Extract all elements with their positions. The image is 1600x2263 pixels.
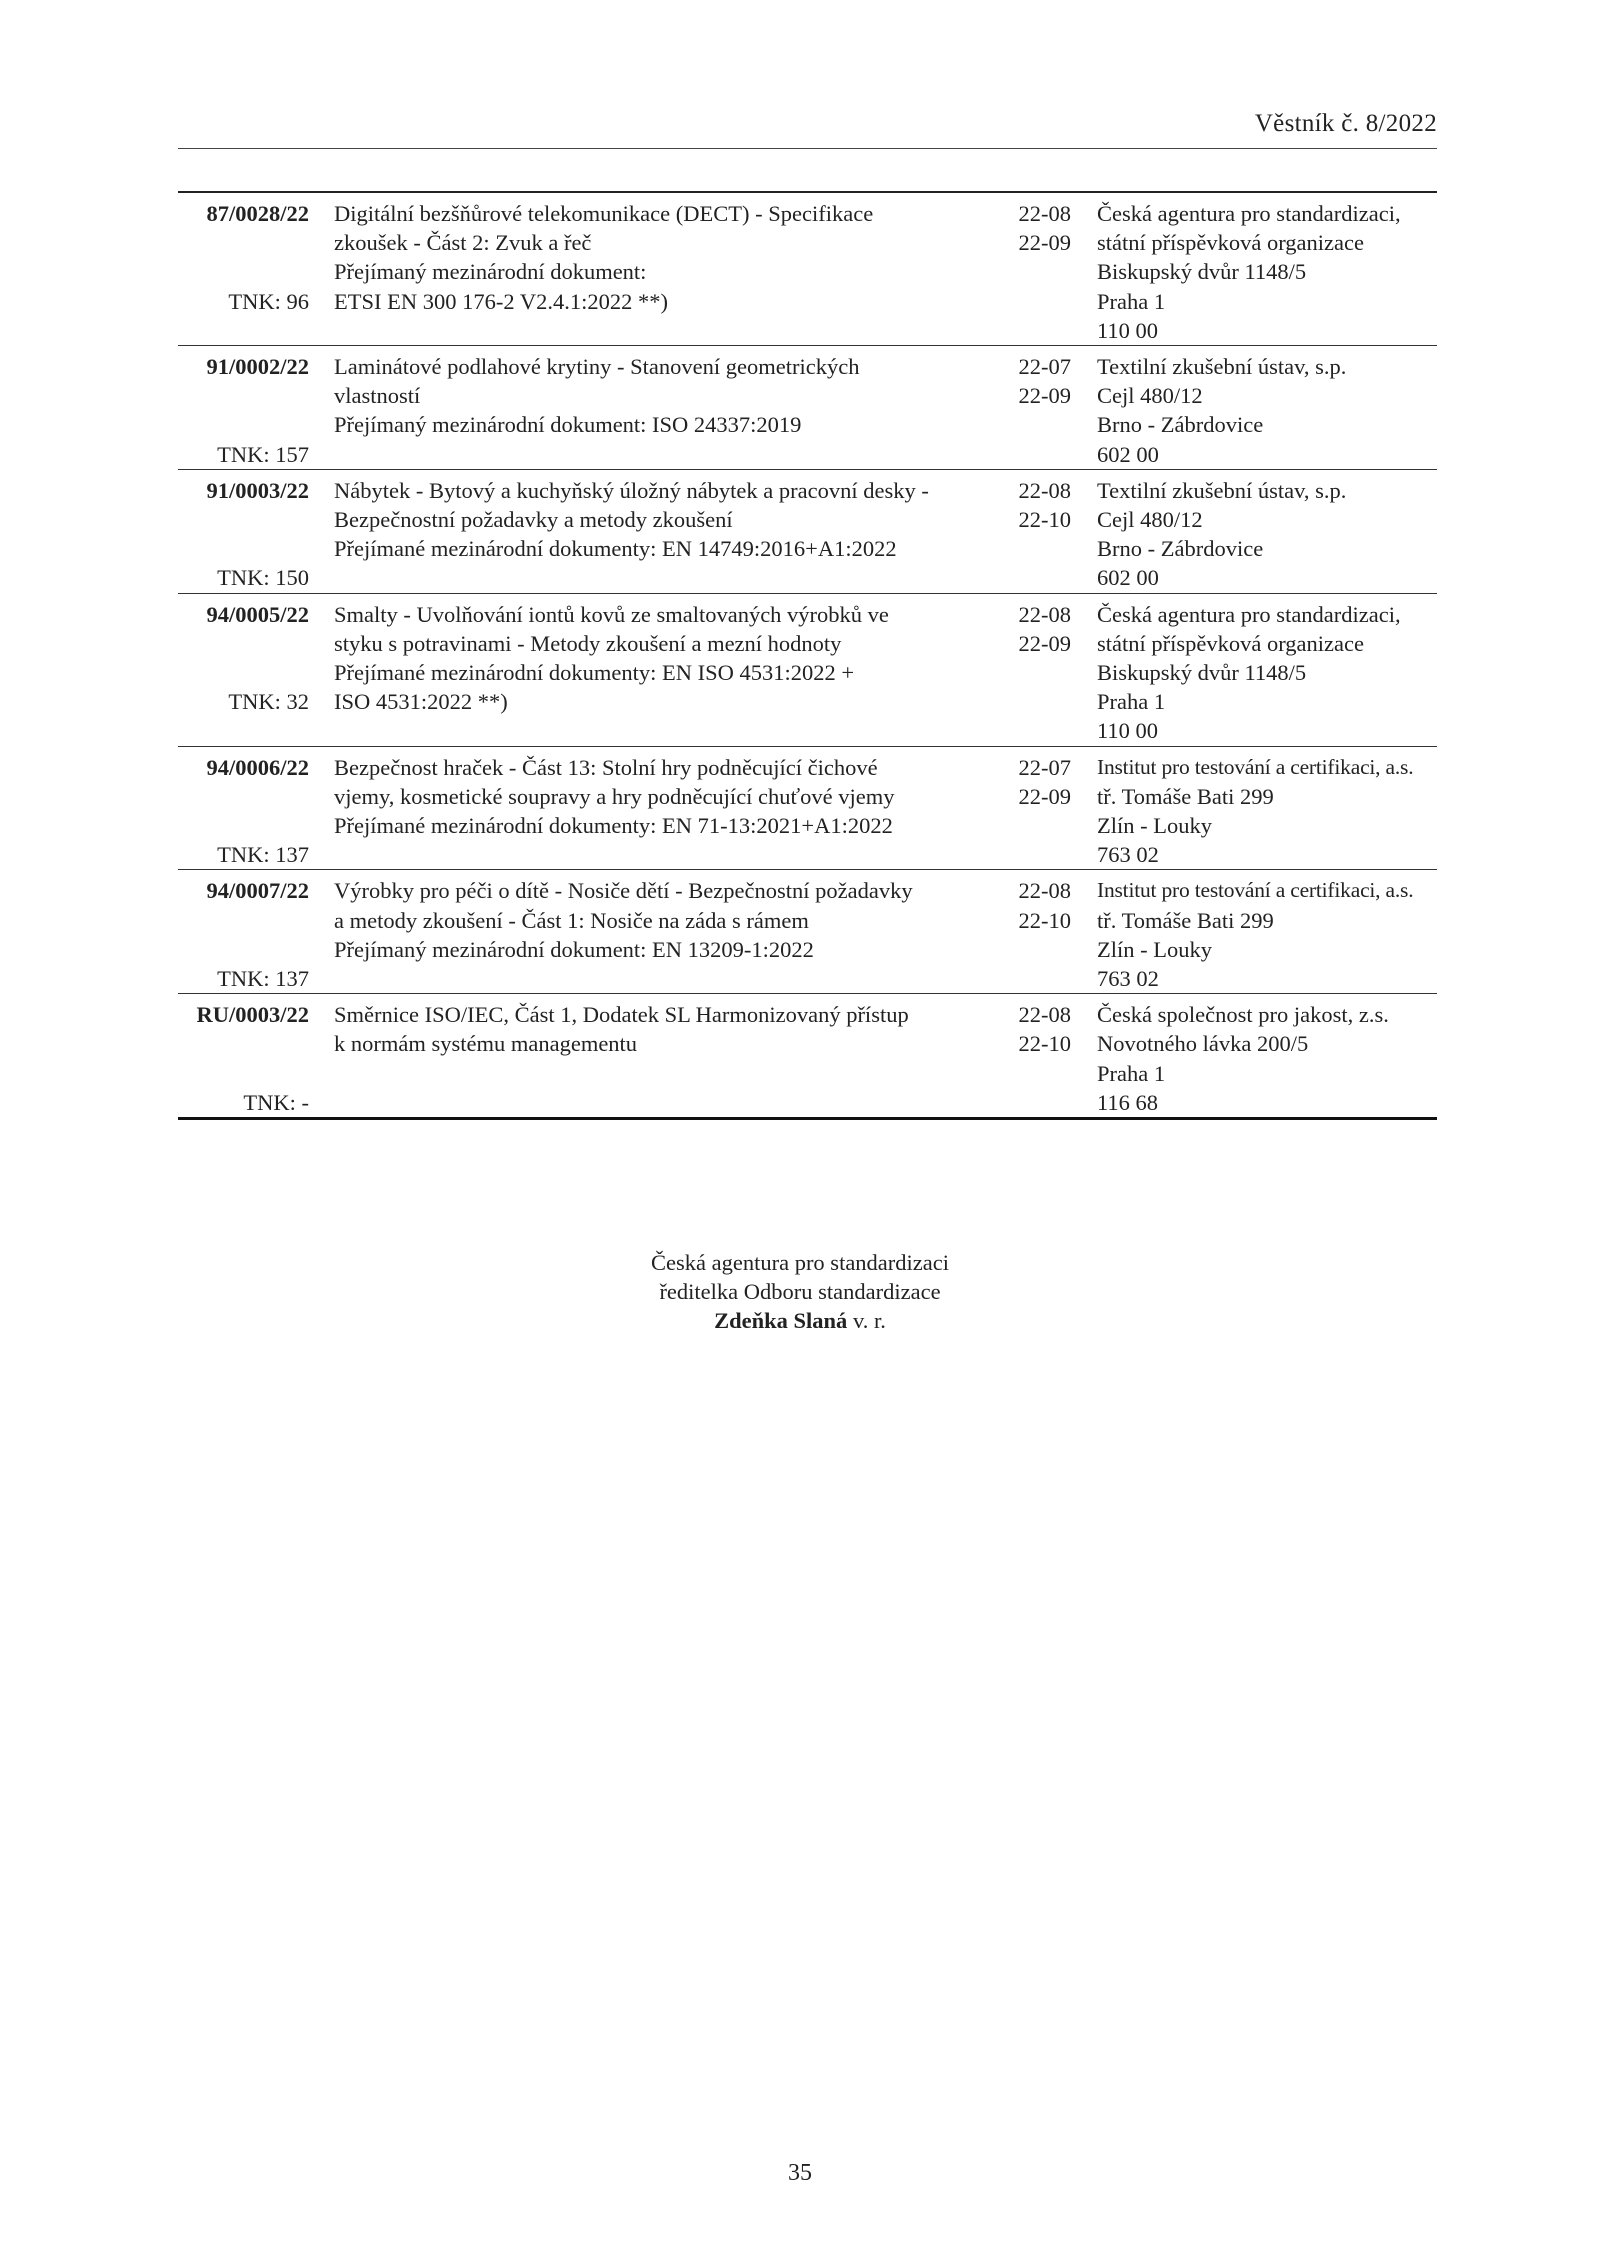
date-line: 22-09 bbox=[1018, 383, 1071, 409]
org-line: tř. Tomáše Bati 299 bbox=[1097, 907, 1274, 933]
journal-title: Věstník č. 8/2022 bbox=[1254, 110, 1437, 137]
notice-id-cell bbox=[178, 870, 309, 994]
notice-title-cell bbox=[309, 994, 1001, 1119]
notice-org-cell bbox=[1071, 469, 1437, 593]
notice-dates-cell bbox=[1001, 346, 1071, 470]
date-line: 22-08 bbox=[1018, 477, 1071, 503]
spacer bbox=[178, 658, 309, 687]
org-line: 763 02 bbox=[1097, 842, 1159, 868]
notice-id-cell bbox=[178, 192, 309, 346]
notice-row bbox=[178, 746, 1437, 870]
title-line: ETSI EN 300 176-2 V2.4.1:2022 **) bbox=[334, 288, 668, 314]
notice-row bbox=[178, 994, 1437, 1119]
notice-row bbox=[178, 346, 1437, 470]
notice-org-cell bbox=[1071, 746, 1437, 870]
date-line: 22-08 bbox=[1018, 1002, 1071, 1028]
tnk-label: TNK: 32 bbox=[228, 689, 309, 715]
date-line: 22-08 bbox=[1018, 201, 1071, 226]
signature-agency: Česká agentura pro standardizaci bbox=[651, 1250, 949, 1275]
document-number: 94/0007/22 bbox=[206, 878, 309, 904]
notice-row bbox=[178, 192, 1437, 346]
tnk-label: TNK: 96 bbox=[228, 288, 309, 314]
org-line: 602 00 bbox=[1097, 565, 1159, 591]
spacer bbox=[178, 228, 309, 257]
org-line: Zlín - Louky bbox=[1097, 813, 1212, 839]
title-line: k normám systému managementu bbox=[334, 1031, 638, 1057]
org-line: Cejl 480/12 bbox=[1097, 383, 1203, 409]
title-line: vjemy, kosmetické soupravy a hry podněcující chuťové vjemy bbox=[334, 783, 895, 809]
spacer bbox=[178, 505, 309, 534]
notice-id-cell bbox=[178, 746, 309, 870]
org-line: Brno - Zábrdovice bbox=[1097, 412, 1264, 438]
org-line: státní příspěvková organizace bbox=[1097, 230, 1364, 256]
title-line: Digitální bezšňůrové telekomunikace (DECT) - Specifikace bbox=[334, 201, 874, 226]
spacer bbox=[178, 906, 309, 935]
signature-line bbox=[0, 1306, 1600, 1335]
org-line: 110 00 bbox=[1097, 317, 1159, 343]
date-line: 22-07 bbox=[1018, 754, 1071, 780]
org-line: Biskupský dvůr 1148/5 bbox=[1097, 660, 1307, 686]
notice-dates-cell bbox=[1001, 746, 1071, 870]
tnk-label: TNK: 137 bbox=[217, 966, 309, 992]
title-line: Laminátové podlahové krytiny - Stanovení geometrických bbox=[334, 354, 860, 380]
title-line: ISO 4531:2022 **) bbox=[334, 689, 508, 715]
title-line: Bezpečnostní požadavky a metody zkoušení bbox=[334, 507, 733, 533]
title-line: Přejímaný mezinárodní dokument: ISO 24337:2019 bbox=[334, 412, 802, 438]
document-number: RU/0003/22 bbox=[196, 1002, 309, 1028]
title-line: Výrobky pro péči o dítě - Nosiče dětí - Bezpečnostní požadavky bbox=[334, 878, 913, 904]
date-line: 22-09 bbox=[1018, 783, 1071, 809]
page-number: 35 bbox=[788, 2160, 812, 2186]
notice-table-body bbox=[178, 192, 1437, 1119]
notice-title-cell bbox=[309, 870, 1001, 994]
signature-name: Zdeňka Slaná bbox=[714, 1308, 848, 1333]
signature-role: ředitelka Odboru standardizace bbox=[659, 1279, 941, 1304]
notice-org-cell bbox=[1071, 192, 1437, 346]
document-number: 91/0002/22 bbox=[206, 354, 309, 380]
notice-row bbox=[178, 469, 1437, 593]
title-line: vlastností bbox=[334, 383, 421, 409]
page-header bbox=[178, 108, 1437, 149]
org-line: Institut pro testování a certifikaci, a.s. bbox=[1097, 754, 1414, 779]
date-line: 22-09 bbox=[1018, 230, 1071, 256]
notice-title-cell bbox=[309, 346, 1001, 470]
spacer bbox=[178, 935, 309, 964]
title-line: zkoušek - Část 2: Zvuk a řeč bbox=[334, 230, 592, 256]
org-line: 602 00 bbox=[1097, 441, 1159, 467]
title-line: styku s potravinami - Metody zkoušení a mezní hodnoty bbox=[334, 630, 842, 656]
date-line: 22-09 bbox=[1018, 630, 1071, 656]
signature-block bbox=[0, 1248, 1600, 1335]
org-line: Česká společnost pro jakost, z.s. bbox=[1097, 1002, 1389, 1028]
title-line: Smalty - Uvolňování iontů kovů ze smaltovaných výrobků ve bbox=[334, 601, 889, 627]
document-number: 94/0005/22 bbox=[206, 601, 309, 627]
tnk-label: TNK: - bbox=[243, 1089, 309, 1115]
notice-org-cell bbox=[1071, 593, 1437, 746]
title-line: Směrnice ISO/IEC, Část 1, Dodatek SL Harmonizovaný přístup bbox=[334, 1002, 909, 1028]
spacer bbox=[178, 1029, 309, 1058]
title-line: Přejímané mezinárodní dokumenty: EN 14749:2016+A1:2022 bbox=[334, 536, 897, 562]
org-line: 110 00 bbox=[1097, 718, 1159, 744]
spacer bbox=[178, 1059, 309, 1088]
date-line: 22-10 bbox=[1018, 1031, 1071, 1057]
notice-id-cell bbox=[178, 469, 309, 593]
org-line: Brno - Zábrdovice bbox=[1097, 536, 1264, 562]
org-line: Česká agentura pro standardizaci, bbox=[1097, 601, 1401, 627]
org-line: státní příspěvková organizace bbox=[1097, 630, 1364, 656]
notice-dates-cell bbox=[1001, 469, 1071, 593]
notice-title-cell bbox=[309, 192, 1001, 346]
org-line: Textilní zkušební ústav, s.p. bbox=[1097, 477, 1347, 503]
notice-row bbox=[178, 593, 1437, 746]
document-number: 87/0028/22 bbox=[206, 201, 309, 226]
org-line: Cejl 480/12 bbox=[1097, 507, 1203, 533]
org-line: Praha 1 bbox=[1097, 1060, 1166, 1086]
notice-id-cell bbox=[178, 994, 309, 1119]
org-line: Praha 1 bbox=[1097, 689, 1166, 715]
org-line: Česká agentura pro standardizaci, bbox=[1097, 201, 1401, 226]
notice-org-cell bbox=[1071, 346, 1437, 470]
title-line: Přejímané mezinárodní dokumenty: EN ISO 4531:2022 + bbox=[334, 660, 855, 686]
spacer bbox=[178, 811, 309, 840]
notice-dates-cell bbox=[1001, 994, 1071, 1119]
date-line: 22-10 bbox=[1018, 507, 1071, 533]
notice-dates-cell bbox=[1001, 870, 1071, 994]
spacer bbox=[178, 782, 309, 811]
title-line: a metody zkoušení - Část 1: Nosiče na záda s rámem bbox=[334, 907, 809, 933]
document-number: 91/0003/22 bbox=[206, 477, 309, 503]
notice-row bbox=[178, 870, 1437, 994]
title-line: Nábytek - Bytový a kuchyňský úložný nábytek a pracovní desky - bbox=[334, 477, 929, 503]
date-line: 22-07 bbox=[1018, 354, 1071, 380]
org-line: Praha 1 bbox=[1097, 288, 1166, 314]
title-line: Přejímaný mezinárodní dokument: bbox=[334, 259, 647, 285]
org-line: Biskupský dvůr 1148/5 bbox=[1097, 259, 1307, 285]
date-line: 22-10 bbox=[1018, 907, 1071, 933]
tnk-label: TNK: 150 bbox=[217, 565, 309, 591]
notice-org-cell bbox=[1071, 870, 1437, 994]
org-line: Zlín - Louky bbox=[1097, 936, 1212, 962]
org-line: 763 02 bbox=[1097, 966, 1159, 992]
notice-dates-cell bbox=[1001, 192, 1071, 346]
org-line: tř. Tomáše Bati 299 bbox=[1097, 783, 1274, 809]
title-line: Přejímaný mezinárodní dokument: EN 13209-1:2022 bbox=[334, 936, 814, 962]
tnk-label: TNK: 157 bbox=[217, 441, 309, 467]
spacer bbox=[178, 629, 309, 658]
date-line: 22-08 bbox=[1018, 878, 1071, 904]
signature-suffix: v. r. bbox=[847, 1308, 886, 1333]
title-line: Přejímané mezinárodní dokumenty: EN 71-13:2021+A1:2022 bbox=[334, 813, 893, 839]
spacer bbox=[178, 257, 309, 286]
notice-title-cell bbox=[309, 746, 1001, 870]
document-number: 94/0006/22 bbox=[206, 754, 309, 780]
notice-dates-cell bbox=[1001, 593, 1071, 746]
notice-id-cell bbox=[178, 346, 309, 470]
tnk-label: TNK: 137 bbox=[217, 842, 309, 868]
org-line: Institut pro testování a certifikaci, a.s. bbox=[1097, 878, 1414, 903]
notice-id-cell bbox=[178, 593, 309, 746]
spacer bbox=[178, 534, 309, 563]
notice-title-cell bbox=[309, 593, 1001, 746]
notice-table bbox=[178, 191, 1437, 1120]
notice-title-cell bbox=[309, 469, 1001, 593]
notice-org-cell bbox=[1071, 994, 1437, 1119]
spacer bbox=[178, 381, 309, 410]
org-line: Novotného lávka 200/5 bbox=[1097, 1031, 1309, 1057]
org-line: Textilní zkušební ústav, s.p. bbox=[1097, 354, 1347, 380]
org-line: 116 68 bbox=[1097, 1089, 1159, 1115]
title-line: Bezpečnost hraček - Část 13: Stolní hry podněcující čichové bbox=[334, 754, 878, 780]
date-line: 22-08 bbox=[1018, 601, 1071, 627]
spacer bbox=[178, 410, 309, 439]
